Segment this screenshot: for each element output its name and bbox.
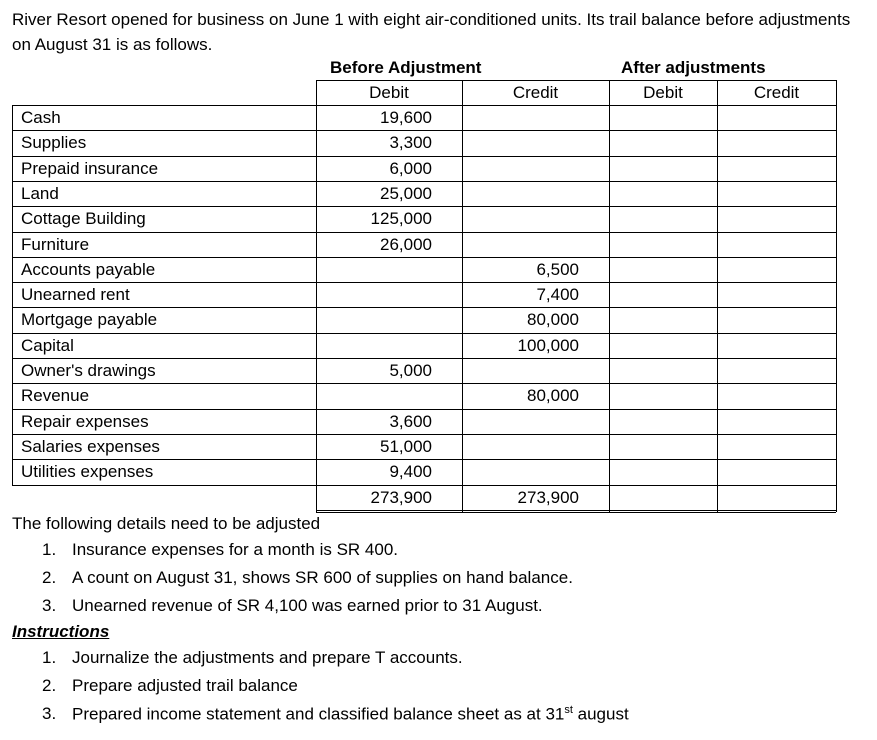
instruction-text: Prepare adjusted trail balance — [72, 676, 298, 695]
credit-value: 80,000 — [527, 386, 579, 405]
col-divider — [717, 80, 718, 512]
debit-value: 51,000 — [380, 437, 432, 456]
header-after-adjustments: After adjustments — [621, 58, 766, 77]
credit-value — [462, 409, 579, 434]
account-label: Salaries expenses — [21, 437, 160, 456]
details-item-number: 1. — [42, 540, 57, 559]
account-label: Cash — [21, 108, 61, 127]
intro-paragraph: River Resort opened for business on June 1 with eight air-conditioned units. Its trail balance before adjustments on August 31 is as follows. — [12, 10, 851, 54]
col-header-credit: Credit — [512, 83, 559, 102]
account-label: Accounts payable — [21, 260, 156, 279]
account-label: Land — [21, 184, 59, 203]
bottom-double-line — [316, 512, 836, 513]
account-label: Prepaid insurance — [21, 159, 159, 178]
details-item: A count on August 31, shows SR 600 of supplies on hand balance. — [72, 568, 573, 587]
instruction-item — [72, 676, 298, 696]
debit-value: 9,400 — [389, 462, 432, 481]
credit-value — [462, 130, 579, 155]
details-item: Unearned revenue of SR 4,100 was earned prior to 31 August. — [72, 596, 543, 615]
account-label: Unearned rent — [21, 285, 130, 304]
account-label: Owner's drawings — [21, 361, 156, 380]
credit-value — [462, 105, 579, 130]
account-label: Supplies — [21, 133, 87, 152]
debit-value — [316, 282, 432, 307]
details-heading: The following details need to be adjusted — [12, 514, 321, 533]
header-before-adjustment: Before Adjustment — [330, 58, 482, 77]
account-label: Cottage Building — [21, 209, 146, 228]
account-label: Mortgage payable — [21, 310, 158, 329]
debit-value: 25,000 — [380, 184, 432, 203]
debit-value — [316, 383, 432, 408]
left-border — [12, 105, 13, 485]
details-item: Insurance expenses for a month is SR 400. — [72, 540, 399, 559]
instruction-item-number: 2. — [42, 676, 57, 695]
credit-value: 7,400 — [536, 285, 579, 304]
account-label: Utilities expenses — [21, 462, 154, 481]
account-label: Repair expenses — [21, 412, 149, 431]
bottom-line — [316, 510, 836, 511]
right-border — [836, 80, 837, 512]
credit-value — [462, 232, 579, 257]
debit-value: 3,300 — [389, 133, 432, 152]
account-label: Revenue — [21, 386, 90, 405]
credit-value: 100,000 — [517, 336, 579, 355]
instruction-superscript: st — [564, 704, 573, 716]
credit-value — [462, 459, 579, 484]
debit-value — [316, 307, 432, 332]
debit-value: 26,000 — [380, 235, 432, 254]
col-divider — [462, 80, 463, 512]
credit-value: 80,000 — [527, 310, 579, 329]
debit-value: 6,000 — [389, 159, 432, 178]
instructions-heading: Instructions — [12, 622, 110, 641]
instruction-item-number: 1. — [42, 648, 57, 667]
instruction-text: Journalize the adjustments and prepare T accounts. — [72, 648, 463, 667]
debit-value: 125,000 — [370, 209, 432, 228]
total-credit: 273,900 — [517, 488, 579, 507]
instruction-text: Prepared income statement and classified balance sheet as at 31 — [72, 704, 565, 724]
col-divider — [609, 80, 610, 512]
debit-value: 3,600 — [389, 412, 432, 431]
details-item-number: 2. — [42, 568, 57, 587]
credit-value — [462, 358, 579, 383]
col-header-after-credit: Credit — [753, 83, 800, 102]
instruction-item — [72, 704, 629, 725]
account-label: Furniture — [21, 235, 90, 254]
debit-value: 19,600 — [380, 108, 432, 127]
debit-value: 5,000 — [389, 361, 432, 380]
credit-value — [462, 434, 579, 459]
account-label: Capital — [21, 336, 74, 355]
total-debit: 273,900 — [370, 488, 432, 507]
col-header-debit: Debit — [369, 83, 409, 102]
debit-value — [316, 333, 432, 358]
col-divider — [316, 80, 317, 512]
credit-value — [462, 156, 579, 181]
details-item-number: 3. — [42, 596, 57, 615]
instruction-item — [72, 648, 463, 668]
col-header-after-debit: Debit — [643, 83, 683, 102]
credit-value — [462, 206, 579, 231]
instruction-tail: august — [572, 704, 629, 724]
credit-value — [462, 181, 579, 206]
credit-value: 6,500 — [536, 260, 579, 279]
debit-value — [316, 257, 432, 282]
instruction-item-number: 3. — [42, 704, 57, 723]
